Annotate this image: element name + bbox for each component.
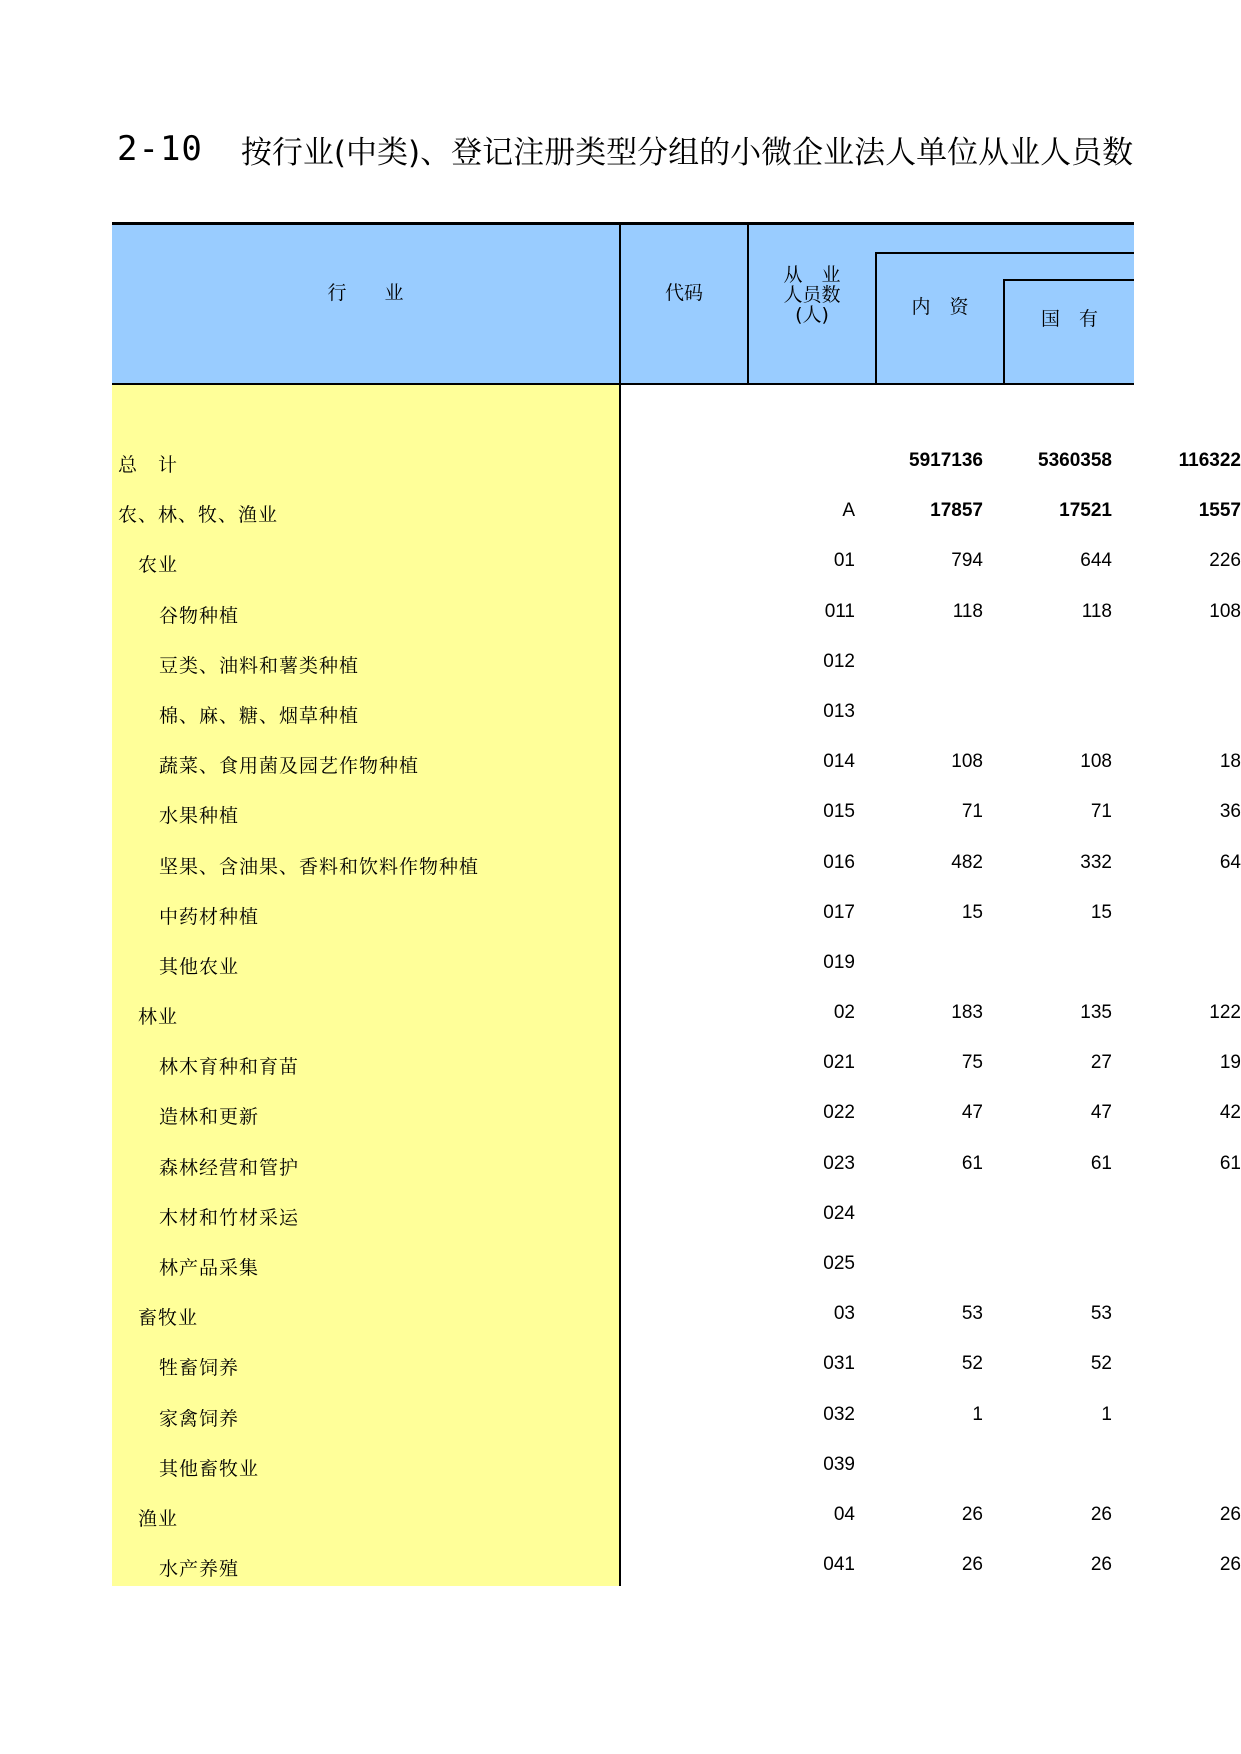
table-row — [112, 1539, 1241, 1589]
industry-code: A — [842, 500, 855, 522]
header-employees-line3: (人) — [795, 304, 829, 326]
industry-label: 林木育种和育苗 — [159, 1056, 300, 1079]
industry-label: 总 计 — [118, 454, 179, 476]
table-row — [112, 1338, 1134, 1388]
employees-value: 118 — [952, 600, 983, 622]
table-row — [112, 636, 1134, 686]
table-row — [112, 736, 1241, 786]
industry-label: 林产品采集 — [159, 1257, 260, 1279]
header-divider — [1003, 279, 1005, 383]
table-row — [112, 1188, 1134, 1238]
industry-label: 森林经营和管护 — [159, 1156, 300, 1179]
industry-label: 造林和更新 — [159, 1106, 260, 1129]
industry-label: 水产养殖 — [159, 1558, 240, 1581]
table-row — [112, 786, 1241, 836]
table-number: 2-10 — [117, 129, 203, 169]
domestic-value: 15 — [1090, 901, 1112, 923]
industry-code: 024 — [823, 1202, 855, 1224]
header-domestic: 内 资 — [911, 296, 969, 318]
industry-code: 021 — [823, 1052, 855, 1074]
employees-value: 5917136 — [909, 450, 983, 471]
data-table — [112, 222, 1241, 1586]
industry-code: 017 — [823, 901, 855, 923]
employees-value: 47 — [961, 1102, 983, 1124]
industry-label: 豆类、油料和薯类种植 — [159, 654, 360, 677]
table-row — [112, 485, 1241, 535]
employees-value: 15 — [961, 901, 983, 923]
domestic-value: 118 — [1081, 600, 1112, 622]
industry-code: 039 — [823, 1453, 855, 1475]
domestic-value: 135 — [1080, 1002, 1112, 1024]
table-row — [112, 1288, 1134, 1338]
industry-code: 01 — [833, 550, 855, 572]
header-divider — [875, 252, 1134, 254]
industry-label: 农、林、牧、渔业 — [118, 504, 279, 527]
industry-label: 农业 — [138, 554, 179, 577]
state-owned-value: 108 — [1209, 600, 1241, 622]
employees-value: 482 — [951, 851, 983, 873]
domestic-value: 17521 — [1059, 500, 1112, 522]
industry-label: 蔬菜、食用菌及园艺作物种植 — [159, 755, 420, 778]
industry-code: 025 — [823, 1253, 855, 1274]
industry-label: 棉、麻、糖、烟草种植 — [159, 704, 360, 727]
employees-value: 26 — [961, 1554, 983, 1576]
state-owned-value: 42 — [1219, 1102, 1241, 1124]
table-row — [112, 1087, 1241, 1137]
employees-value: 108 — [951, 751, 983, 773]
table-row — [112, 1138, 1241, 1188]
table-row — [112, 1037, 1241, 1087]
industry-code: 011 — [824, 600, 855, 622]
industry-label: 中药材种植 — [159, 905, 260, 928]
header-employees-line1: 从 业 — [783, 264, 841, 286]
table-row — [112, 1439, 1134, 1489]
industry-label: 其他畜牧业 — [159, 1457, 260, 1480]
employees-value: 71 — [961, 801, 983, 823]
state-owned-value: 122 — [1209, 1002, 1241, 1024]
header-employees — [749, 265, 875, 325]
header-divider — [1003, 279, 1134, 281]
industry-label: 坚果、含油果、香料和饮料作物种植 — [159, 855, 480, 878]
domestic-value: 26 — [1090, 1554, 1112, 1576]
domestic-value: 5360358 — [1038, 450, 1112, 471]
industry-label: 家禽饲养 — [159, 1407, 240, 1430]
state-owned-value: 18 — [1219, 751, 1241, 773]
industry-code: 012 — [823, 650, 855, 672]
domestic-value: 61 — [1090, 1152, 1112, 1174]
table-row — [112, 686, 1134, 736]
table-row — [112, 887, 1134, 937]
table-title — [117, 124, 1134, 174]
table-row — [112, 1238, 1134, 1288]
industry-label: 其他农业 — [159, 955, 240, 978]
state-owned-value: 1557 — [1198, 500, 1241, 522]
domestic-value: 47 — [1090, 1102, 1112, 1124]
employees-value: 794 — [951, 550, 983, 572]
industry-code: 019 — [823, 951, 855, 973]
state-owned-value: 64 — [1219, 851, 1241, 873]
industry-code: 041 — [823, 1554, 855, 1576]
header-divider — [875, 252, 877, 383]
industry-code: 023 — [823, 1152, 855, 1174]
employees-value: 61 — [961, 1152, 983, 1174]
table-row — [112, 535, 1241, 585]
header-employees-line2: 人员数 — [783, 284, 841, 306]
industry-code: 03 — [833, 1303, 855, 1325]
domestic-value: 108 — [1080, 751, 1112, 773]
header-code: 代码 — [664, 282, 703, 304]
table-row — [112, 837, 1241, 887]
header-state-owned: 国 有 — [1040, 308, 1098, 330]
table-row — [112, 937, 1134, 987]
industry-label: 林业 — [138, 1006, 179, 1029]
employees-value: 1 — [972, 1403, 983, 1425]
industry-label: 谷物种植 — [159, 604, 240, 627]
table-row — [112, 1489, 1241, 1539]
domestic-value: 26 — [1090, 1503, 1112, 1525]
domestic-value: 1 — [1101, 1403, 1112, 1425]
domestic-value: 332 — [1080, 851, 1112, 873]
employees-value: 26 — [961, 1503, 983, 1525]
domestic-value: 27 — [1090, 1052, 1112, 1074]
industry-code: 04 — [833, 1503, 855, 1525]
table-body — [112, 435, 1241, 1589]
industry-code: 016 — [823, 851, 855, 873]
employees-value: 52 — [961, 1353, 983, 1375]
domestic-value: 644 — [1080, 550, 1112, 572]
state-owned-value: 26 — [1219, 1554, 1241, 1576]
domestic-value: 71 — [1090, 801, 1112, 823]
table-row — [112, 435, 1241, 485]
header-divider — [619, 225, 621, 383]
domestic-value: 52 — [1090, 1353, 1112, 1375]
state-owned-value: 36 — [1219, 801, 1241, 823]
state-owned-value: 226 — [1209, 550, 1241, 572]
domestic-value: 53 — [1090, 1303, 1112, 1325]
header-divider — [747, 225, 749, 383]
employees-value: 53 — [961, 1303, 983, 1325]
industry-code: 014 — [823, 751, 855, 773]
industry-label: 木材和竹材采运 — [159, 1206, 300, 1229]
industry-code: 031 — [823, 1353, 855, 1375]
industry-code: 032 — [823, 1403, 855, 1425]
table-header — [112, 225, 1134, 385]
employees-value: 183 — [951, 1002, 983, 1024]
state-owned-value: 26 — [1219, 1503, 1241, 1525]
industry-code: 015 — [823, 801, 855, 823]
table-title-text: 按行业(中类)、登记注册类型分组的小微企业法人单位从业人员数 — [240, 134, 1134, 171]
industry-label: 牲畜饲养 — [159, 1357, 240, 1380]
state-owned-value: 116322 — [1178, 450, 1241, 471]
employees-value: 17857 — [930, 500, 983, 522]
industry-label: 畜牧业 — [138, 1307, 199, 1330]
industry-label: 渔业 — [138, 1507, 179, 1530]
employees-value: 75 — [961, 1052, 983, 1074]
header-industry: 行 业 — [327, 282, 404, 304]
state-owned-value: 61 — [1219, 1152, 1241, 1174]
industry-code: 013 — [823, 700, 855, 722]
table-row — [112, 586, 1241, 636]
table-row — [112, 1389, 1134, 1439]
industry-code: 02 — [833, 1002, 855, 1024]
state-owned-value: 19 — [1219, 1052, 1241, 1074]
table-row — [112, 987, 1241, 1037]
industry-code: 022 — [823, 1102, 855, 1124]
industry-label: 水果种植 — [159, 805, 240, 828]
